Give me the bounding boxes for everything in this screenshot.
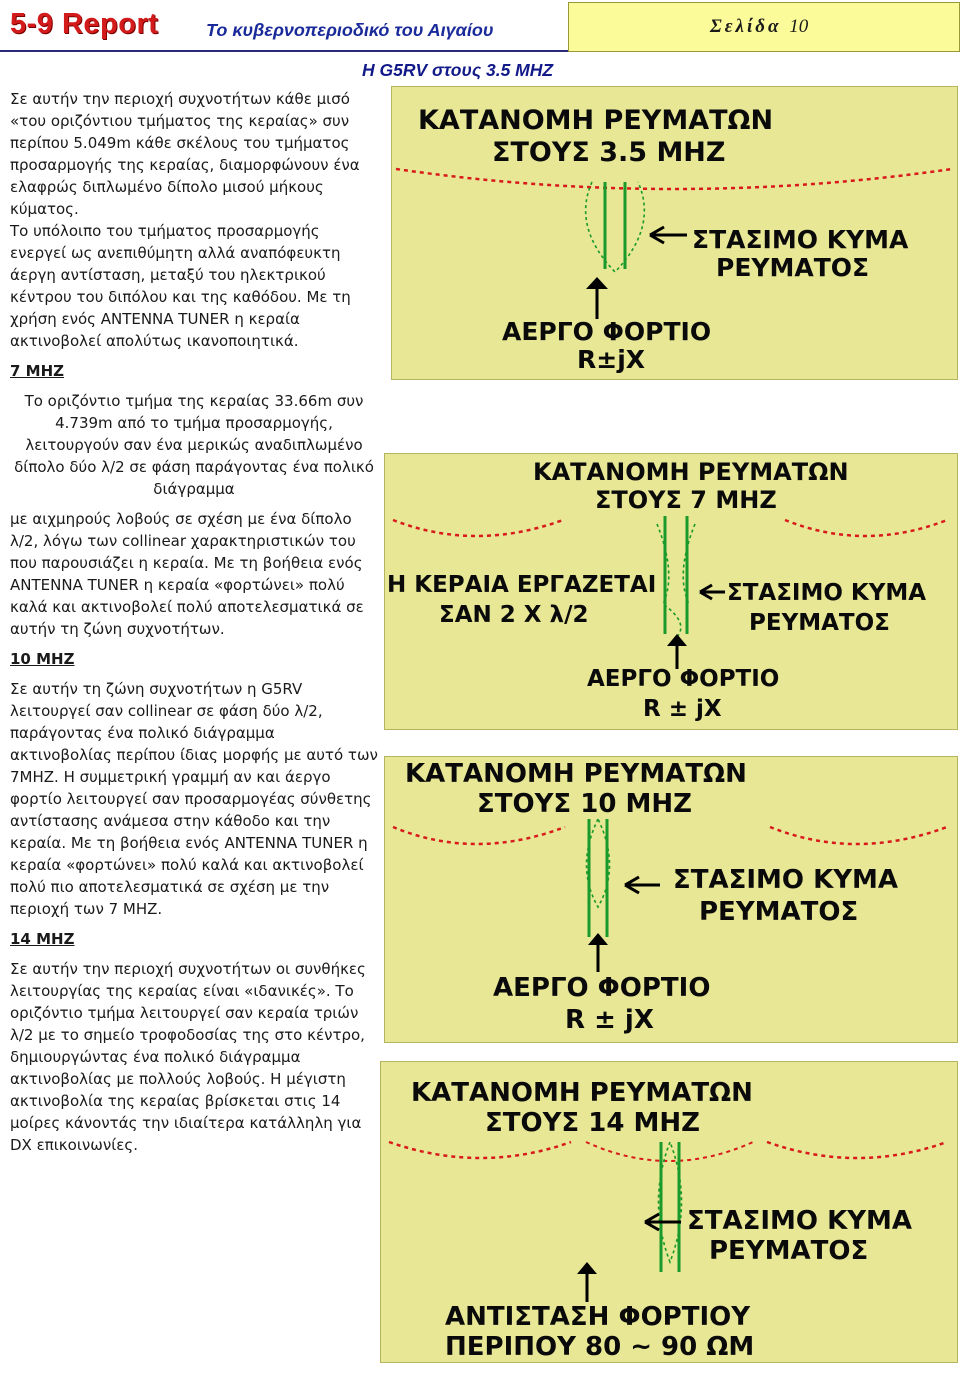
arrow-up-head	[586, 277, 608, 289]
works-as-label-1: Η ΚΕΡΑΙΑ ΕΡΓΑΖΕΤΑΙ	[387, 572, 657, 598]
section-title: Η G5RV στους 3.5 ΜΗΖ	[362, 60, 554, 80]
diagram-title-1: ΚΑΤΑΝΟΜΗ ΡΕΥΜΑΤΩΝ	[405, 759, 747, 789]
standing-wave-label-2: ΡΕΥΜΑΤΟΣ	[749, 610, 890, 636]
load-label-1: ΑΕΡΓΟ ΦΟΡΤΙΟ	[493, 973, 711, 1003]
diagram-title-1: ΚΑΤΑΝΟΜΗ ΡΕΥΜΑΤΩΝ	[533, 458, 849, 486]
load-label-2: ΠΕΡΙΠΟΥ 80 ~ 90 ΩΜ	[445, 1332, 755, 1362]
diagram-title-2: ΣΤΟΥΣ 3.5 MHZ	[492, 137, 726, 168]
paragraph-35-2: Το υπόλοιπο του τμήματος προσαρμογής ενεργεί ως ανεπιθύμητη αλλά αναπόφευκτη άεργη αντίσταση, μεταξύ του ηλεκτρικού κέντρου του διπόλου και της καθόδου. Με τη χρήση ενός ANTENNA TUNER η κεραία ακτινοβολεί απολύτως ικανοποιητικά.	[10, 222, 351, 350]
works-as-label-2: ΣΑΝ 2 Χ λ/2	[439, 602, 589, 628]
standing-wave-label-1: ΣΤΑΣΙΜΟ ΚΥΜΑ	[673, 865, 899, 895]
paragraph-7-2: με αιχμηρούς λοβούς σε σχέση με ένα δίπολο λ/2, λόγω των collinear χαρακτηριστικών του που παρουσιάζει η κεραία. Με τη βοήθεια ενός ANTENNA TUNER η κεραία «φορτώνει» πολύ καλά και ακτινοβολεί πολύ αποτελεσματικά σε αυτήν τη ζώνη συχνοτήτων.	[10, 510, 364, 638]
paragraph-14: Σε αυτήν την περιοχή συχνοτήτων οι συνθήκες λειτουργίας της κεραίας είναι «ιδανικές». Το οριζόντιο τμήμα λειτουργεί σαν κεραία τριών λ/2 με το σημείο τροφοδοσίας της στο κέντρο, δημιουργώντας ένα πολικό διάγραμμα ακτινοβολίας με πολλούς λοβούς. Η μέγιστη ακτινοβολία της κεραίας βρίσκεται στις 14 μοίρες κάνοντάς την ιδιαίτερα κατάλληλη για DX επικοινωνίες.	[10, 960, 366, 1154]
diagram-title-2: ΣΤΟΥΣ 10 MHZ	[477, 789, 692, 819]
load-label-2: R±jX	[577, 345, 646, 374]
diagram-10mhz	[384, 756, 958, 1043]
diagram-14mhz	[380, 1061, 958, 1363]
antenna-wire	[389, 1142, 947, 1158]
antenna-wire-right	[785, 520, 947, 536]
antenna-wire	[393, 520, 563, 536]
load-label-2: R ± jX	[565, 1005, 654, 1035]
arrow-up-head	[667, 634, 687, 646]
load-label-2: R ± jX	[643, 696, 722, 722]
paragraph-7-1: Το οριζόντιο τμήμα της κεραίας 33.66m συν 4.739m από το τμήμα προσαρμογής, λειτουργούν σαν ένα μερικώς αναδιπλωμένο δίπολο δύο λ/2 σε φάση παράγοντας ένα πολικό διάγραμμα	[14, 392, 374, 498]
standing-wave-label-2: ΡΕΥΜΑΤΟΣ	[716, 253, 870, 282]
page-indicator	[710, 16, 808, 38]
magazine-subtitle: Το κυβερνοπεριοδικό του Αιγαίου	[206, 20, 494, 40]
diagram-3-5mhz	[391, 86, 958, 380]
arrow-up-head	[577, 1262, 597, 1274]
arrow-to-feeder	[645, 1214, 681, 1230]
standing-wave-label-1: ΣΤΑΣΙΜΟ ΚΥΜΑ	[692, 225, 909, 254]
load-label-1: ΑΝΤΙΣΤΑΣΗ ΦΟΡΤΙΟΥ	[445, 1302, 751, 1332]
arrow-to-feeder	[650, 227, 687, 243]
diagram-title-2: ΣΤΟΥΣ 14 MHZ	[485, 1108, 700, 1138]
antenna-wire	[396, 169, 952, 189]
magazine-logo: 5-9 Report	[10, 8, 159, 40]
arrow-up-head	[588, 933, 608, 945]
heading-14mhz: 14 MHZ	[10, 930, 75, 948]
load-label-1: ΑΕΡΓΟ ΦΟΡΤΙΟ	[502, 317, 712, 346]
diagram-title-1: ΚΑΤΑΝΟΜΗ ΡΕΥΜΑΤΩΝ	[411, 1078, 753, 1108]
paragraph-10: Σε αυτήν τη ζώνη συχνοτήτων η G5RV λειτουργεί σαν collinear σε φάση δύο λ/2, παράγοντας ένα πολικό διάγραμμα ακτινοβολίας περίπου ίδιας μορφής με αυτό των 7MHZ. Η συμμετρική γραμμή αν και άεργο φορτίο λειτουργεί σαν προσαρμογέας σύνθετης αντίστασης ανάμεσα στην κάθοδο και την κεραία. Με τη βοήθεια ενός ANTENNA TUNER η κεραία «φορτώνει» πολύ καλά και ακτινοβολεί πολύ πιο αποτελεσματικά σε σχέση με την περιοχή των 7 MHZ.	[10, 680, 378, 918]
heading-7mhz: 7 MHZ	[10, 362, 65, 380]
arrow-to-feeder	[700, 585, 725, 599]
heading-10mhz: 10 MHZ	[10, 650, 75, 668]
standing-wave-label-1: ΣΤΑΣΙΜΟ ΚΥΜΑ	[687, 1206, 913, 1236]
diagram-7mhz	[384, 453, 958, 730]
antenna-wire	[393, 827, 947, 844]
standing-wave-label-2: ΡΕΥΜΑΤΟΣ	[709, 1236, 869, 1266]
diagram-title-2: ΣΤΟΥΣ 7 MHZ	[595, 486, 777, 514]
standing-wave-label-1: ΣΤΑΣΙΜΟ ΚΥΜΑ	[727, 580, 927, 606]
arrow-to-feeder	[625, 877, 660, 893]
standing-wave-curve	[657, 524, 695, 639]
page-label: Σελίδα	[710, 16, 782, 37]
standing-wave-label-2: ΡΕΥΜΑΤΟΣ	[699, 897, 859, 927]
article-body	[10, 88, 378, 1156]
paragraph-35-1: Σε αυτήν την περιοχή συχνοτήτων κάθε μισό «του οριζόντιου τμήματος της κεραίας» συν περίπου 5.049m κάθε σκέλους του τμήματος προσαρμογής της κεραίας, διαμορφώνουν ένα ελαφρώς διπλωμένο δίπολο μισού μήκους κύματος.	[10, 90, 360, 218]
standing-wave-curve	[586, 182, 645, 272]
diagram-title-1: ΚΑΤΑΝΟΜΗ ΡΕΥΜΑΤΩΝ	[418, 105, 774, 136]
load-label-1: ΑΕΡΓΟ ΦΟΡΤΙΟ	[587, 666, 780, 692]
page-number: 10	[789, 16, 809, 37]
